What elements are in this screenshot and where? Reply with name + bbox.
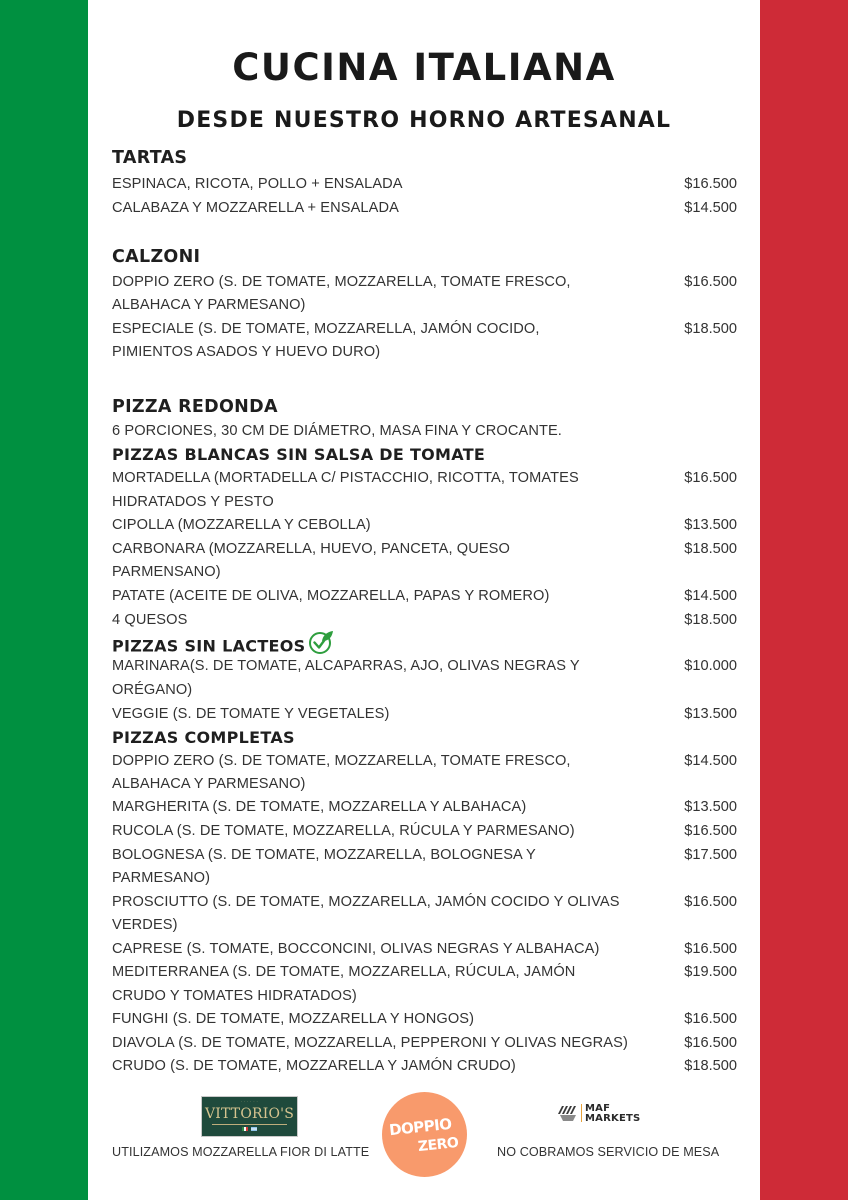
item-name: RUCOLA (S. DE TOMATE, MOZZARELLA, RÚCULA Y PARMESANO) [112,823,575,839]
menu-subtitle: DESDE NUESTRO HORNO ARTESANAL [176,108,672,133]
item-price: $13.500 [684,706,737,722]
item-price: $18.500 [684,612,737,628]
item-name: CARBONARA (MOZZARELLA, HUEVO, PANCETA, QUESO [112,541,510,557]
menu-item [112,585,737,607]
item-price: $10.000 [684,658,737,674]
item-name: CRUDO (S. DE TOMATE, MOZZARELLA Y JAMÓN CRUDO) [112,1058,516,1074]
item-name: ESPECIALE (S. DE TOMATE, MOZZARELLA, JAMÓN COCIDO, [112,321,540,337]
menu-item [112,318,737,340]
menu-item [112,844,737,866]
menu-item-continued [112,914,737,936]
menu-item [112,1008,737,1030]
doppio-zero-logo-line2: ZERO [417,1134,460,1156]
vittorios-logo-name: VITTORIO'S [204,1106,295,1122]
mozzarella-note: UTILIZAMOS MOZZARELLA FIOR DI LATTE [112,1145,370,1159]
menu-item [112,820,737,842]
item-name: MARINARA(S. DE TOMATE, ALCAPARRAS, AJO, OLIVAS NEGRAS Y [112,658,580,674]
item-price: $18.500 [684,321,737,337]
item-name: DOPPIO ZERO (S. DE TOMATE, MOZZARELLA, TOMATE FRESCO, [112,274,571,290]
item-name: DOPPIO ZERO (S. DE TOMATE, MOZZARELLA, TOMATE FRESCO, [112,753,571,769]
item-name: 4 QUESOS [112,612,188,628]
menu-item [112,609,737,631]
menu-item [112,1032,737,1054]
subsection-heading-completas: PIZZAS COMPLETAS [112,728,295,747]
subsection-heading-blancas: PIZZAS BLANCAS SIN SALSA DE TOMATE [112,445,486,464]
item-price: $19.500 [684,964,737,980]
item-name: FUNGHI (S. DE TOMATE, MOZZARELLA Y HONGOS) [112,1011,475,1027]
subsection-heading-sin-lacteos [112,632,737,654]
item-name: VEGGIE (S. DE TOMATE Y VEGETALES) [112,706,390,722]
item-name-line-2: CRUDO Y TOMATES HIDRATADOS) [112,988,357,1004]
menu-item [112,514,737,536]
menu-item [112,891,737,913]
item-name-line-2: PIMIENTOS ASADOS Y HUEVO DURO) [112,344,381,360]
menu-item-continued [112,867,737,889]
item-price: $17.500 [684,847,737,863]
argentina-flag-icon [251,1127,257,1131]
item-price: $16.500 [684,274,737,290]
item-name-line-2: HIDRATADOS Y PESTO [112,494,274,510]
item-name: MORTADELLA (MORTADELLA C/ PISTACCHIO, RICOTTA, TOMATES [112,470,579,486]
table-service-note: NO COBRAMOS SERVICIO DE MESA [497,1145,720,1159]
menu-item [112,271,737,293]
menu-item [112,197,737,219]
item-price: $13.500 [684,517,737,533]
vittorios-logo [202,1097,297,1136]
item-name-line-2: ORÉGANO) [112,682,193,698]
menu-body [112,0,737,1080]
item-name-line-2: ALBAHACA Y PARMESANO) [112,297,306,313]
item-name-line-2: ALBAHACA Y PARMESANO) [112,776,306,792]
item-name: PROSCIUTTO (S. DE TOMATE, MOZZARELLA, JAMÓN COCIDO Y OLIVAS [112,894,620,910]
item-price: $16.500 [684,823,737,839]
item-price: $14.500 [684,200,737,216]
item-price: $16.500 [684,176,737,192]
pizza-redonda-description: 6 PORCIONES, 30 CM DE DIÁMETRO, MASA FINA Y CROCANTE. [112,423,562,439]
menu-item [112,467,737,489]
item-price: $14.500 [684,588,737,604]
doppio-zero-logo-line1: DOPPIO [388,1114,453,1140]
italian-flag-red-stripe [760,0,848,1200]
item-price: $16.500 [684,941,737,957]
item-price: $16.500 [684,894,737,910]
maf-markets-line1: MAF [585,1103,611,1114]
italy-flag-icon [242,1127,248,1131]
item-name: CAPRESE (S. TOMATE, BOCCONCINI, OLIVAS NEGRAS Y ALBAHACA) [112,941,600,957]
vittorios-logo-tagline: · · · · · · [240,1100,259,1104]
item-price: $16.500 [684,1035,737,1051]
item-name: ESPINACA, RICOTA, POLLO + ENSALADA [112,176,403,192]
item-price: $13.500 [684,799,737,815]
item-name-line-2: VERDES) [112,917,178,933]
item-name: BOLOGNESA (S. DE TOMATE, MOZZARELLA, BOLOGNESA Y [112,847,536,863]
menu-item-continued [112,773,737,795]
maf-markets-mark-icon [558,1104,578,1127]
menu-item [112,938,737,960]
section-heading-calzoni: CALZONI [112,247,201,267]
item-price: $14.500 [684,753,737,769]
menu-item-continued [112,985,737,1007]
item-name: CIPOLLA (MOZZARELLA Y CEBOLLA) [112,517,371,533]
section-description [112,420,737,442]
item-name: PATATE (ACEITE DE OLIVA, MOZZARELLA, PAPAS Y ROMERO) [112,588,550,604]
menu-item-continued [112,294,737,316]
item-name: MEDITERRANEA (S. DE TOMATE, MOZZARELLA, RÚCULA, JAMÓN [112,964,576,980]
maf-markets-divider [581,1104,582,1122]
menu-title: CUCINA ITALIANA [232,46,616,89]
item-name: DIAVOLA (S. DE TOMATE, MOZZARELLA, PEPPERONI Y OLIVAS NEGRAS) [112,1035,628,1051]
menu-item-continued [112,341,737,363]
maf-markets-logo [558,1102,658,1126]
item-name-line-2: PARMENSANO) [112,564,221,580]
item-name-line-2: PARMESANO) [112,870,211,886]
menu-item [112,703,737,725]
menu-item [112,173,737,195]
item-price: $18.500 [684,1058,737,1074]
item-price: $16.500 [684,470,737,486]
menu-item [112,655,737,677]
sin-lacteos-label: PIZZAS SIN LACTEOS [112,636,306,656]
section-heading-tartas: TARTAS [112,148,188,168]
menu-item [112,750,737,772]
menu-item [112,961,737,983]
menu-item-continued [112,561,737,583]
item-name: MARGHERITA (S. DE TOMATE, MOZZARELLA Y ALBAHACA) [112,799,527,815]
menu-item [112,1055,737,1077]
section-heading-pizza-redonda: PIZZA REDONDA [112,397,278,417]
vittorios-logo-rule [212,1124,287,1125]
maf-markets-line2: MARKETS [585,1113,641,1124]
menu-item-continued [112,491,737,513]
menu-item [112,538,737,560]
italian-flag-green-stripe [0,0,88,1200]
doppio-zero-logo [382,1092,467,1177]
item-price: $18.500 [684,541,737,557]
menu-item-continued [112,679,737,701]
item-price: $16.500 [684,1011,737,1027]
item-name: CALABAZA Y MOZZARELLA + ENSALADA [112,200,399,216]
menu-item [112,796,737,818]
